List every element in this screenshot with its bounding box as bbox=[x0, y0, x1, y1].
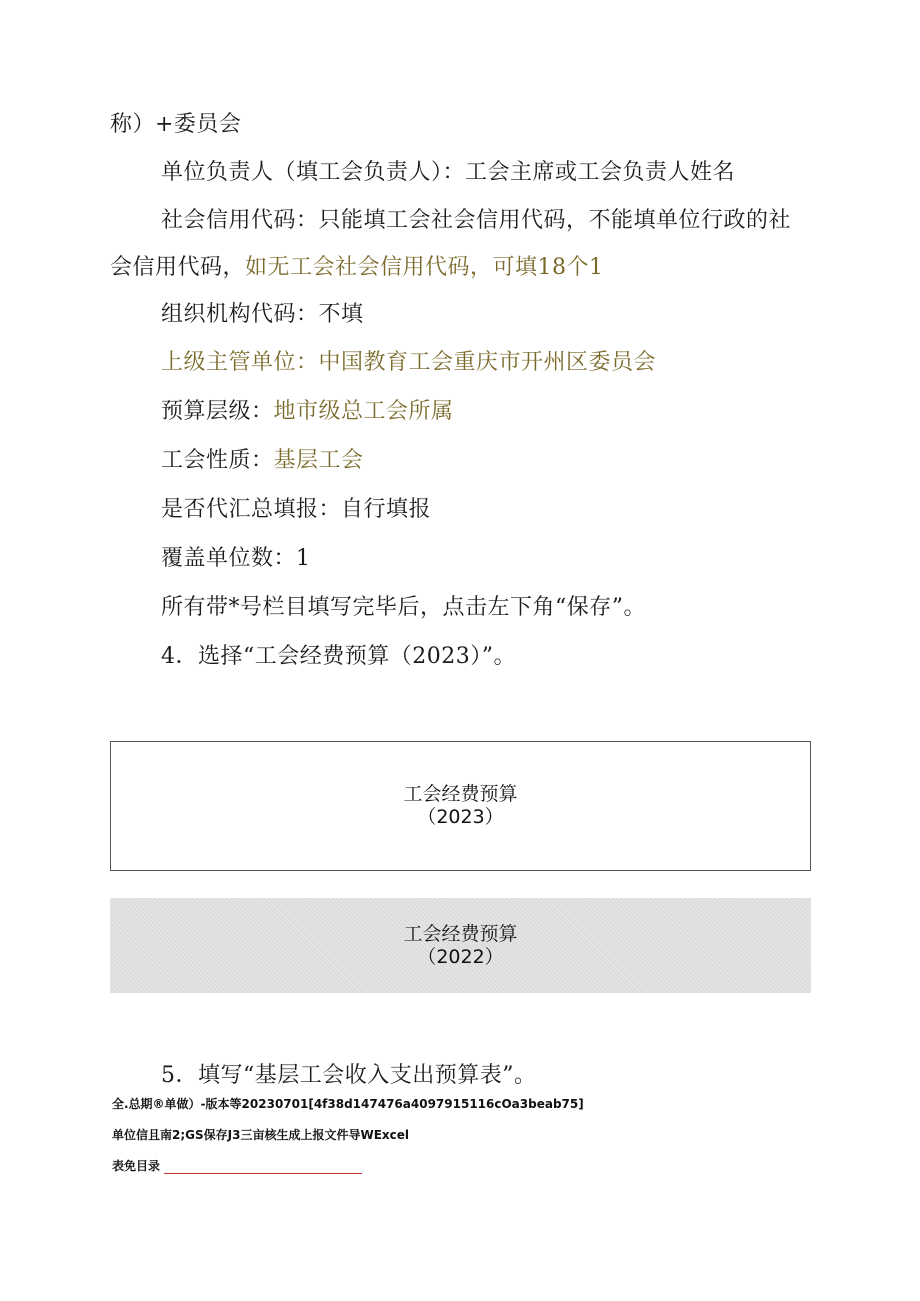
text-line-1: 称）+委员会 bbox=[110, 112, 242, 137]
text-line-union-nature bbox=[161, 446, 364, 476]
directory-label: 表免目录 bbox=[112, 1159, 161, 1173]
directory-caption bbox=[112, 1158, 362, 1174]
text-line-budget-level bbox=[161, 397, 454, 427]
text-line-unit-head: 单位负责人（填工会负责人）：工会主席或工会负责人姓名 bbox=[161, 160, 736, 185]
toolbar-caption: 单位信且南2;GS保存J3三亩核生成上报文件导WExcel bbox=[112, 1128, 409, 1142]
union-nature-value: 基层工会 bbox=[273, 448, 364, 473]
text-line-summary-fill: 是否代汇总填报：自行填报 bbox=[161, 497, 432, 522]
text-line-credit-code-cont bbox=[110, 253, 604, 283]
credit-code-hint: 如无工会社会信用代码，可填18个1 bbox=[245, 255, 604, 280]
budget-level-value: 地市级总工会所属 bbox=[273, 399, 454, 424]
text-line-step-4: 4．选择“工会经费预算（2023）”。 bbox=[161, 644, 516, 669]
text-line-save-instruction: 所有带*号栏目填写完毕后，点击左下角“保存”。 bbox=[161, 595, 646, 620]
credit-code-cont-text: 会信用代码， bbox=[110, 255, 246, 280]
union-nature-label: 工会性质： bbox=[161, 448, 274, 473]
directory-underline bbox=[164, 1163, 362, 1174]
budget-2023-year: （2023） bbox=[417, 806, 504, 828]
text-line-credit-code: 社会信用代码：只能填工会社会信用代码，不能填单位行政的社 bbox=[161, 208, 792, 233]
budget-2022-year: （2022） bbox=[417, 945, 504, 968]
budget-2023-button[interactable] bbox=[110, 741, 811, 871]
version-caption: 全.总期®单做）-版本等20230701[4f38d147476a4097915116cOa3beab75] bbox=[112, 1097, 584, 1111]
text-line-supervisor: 上级主管单位：中国教育工会重庆市开州区委员会 bbox=[161, 350, 657, 375]
budget-2023-title: 工会经费预算 bbox=[403, 783, 518, 805]
budget-2022-button[interactable] bbox=[110, 898, 811, 993]
budget-2022-title: 工会经费预算 bbox=[403, 922, 518, 945]
text-line-step-5: 5．填写“基层工会收入支出预算表”。 bbox=[161, 1063, 537, 1088]
budget-level-label: 预算层级： bbox=[161, 399, 274, 424]
text-line-org-code: 组织机构代码：不填 bbox=[161, 302, 364, 327]
text-line-unit-count: 覆盖单位数：1 bbox=[161, 546, 311, 571]
